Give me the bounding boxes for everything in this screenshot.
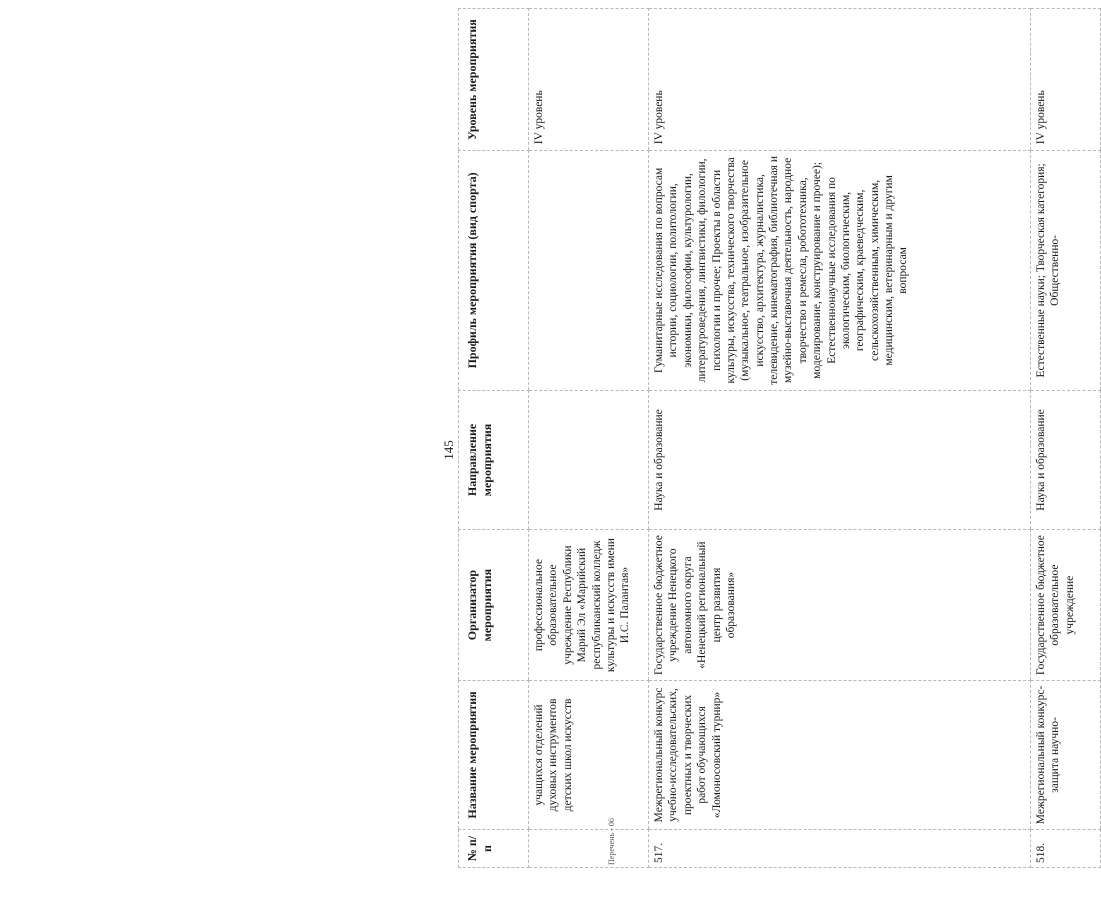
cell-name: учащихся отделений духовых инструментов детских школ искусств [529, 680, 649, 829]
cell-level: IV уровень [649, 9, 1031, 151]
header-num: № п/п [459, 830, 529, 868]
events-table [458, 8, 1101, 868]
cell-num: 517. [649, 830, 1031, 868]
cell-name: Межрегиональный конкурс учебно-исследовательских, проектных и творческих работ обучающихся «Ломоносовский турнир» [649, 680, 1031, 829]
cell-profile [529, 151, 649, 390]
cell-direction [529, 390, 649, 530]
table-row [649, 9, 1031, 868]
header-profile: Профиль мероприятия (вид спорта) [459, 151, 529, 390]
cell-level: IV уровень [1031, 9, 1101, 151]
cell-organizer: Государственное бюджетное образовательное учреждение [1031, 530, 1101, 680]
cell-num: 518. [1031, 830, 1101, 868]
table-row [1031, 9, 1101, 868]
cell-level: IV уровень [529, 9, 649, 151]
cell-profile: Гуманитарные исследования по вопросам истории, социологии, политологии, экономики, философии, культурологии, литературоведения, лингвистики, филологии, психологии и прочее; Проекты в области культуры, искусства, технического творчества (музыкальное, театральное, изобразительное искусство, архитектура, журналистика, телевидение, кинематография, библиотечная и музейно-выставочная деятельность, народное творчество и ремесла, робототехника, моделирование, конструирование и прочее); Естественнонаучные исследования по экологическим, биологическим, географическим, краеведческим, сельскохозяйственным, химическим, медицинским, ветеринарным и другим вопросам [649, 151, 1031, 390]
header-organizer: Организатор мероприятия [459, 530, 529, 680]
header-level: Уровень мероприятия [459, 9, 529, 151]
cell-direction: Наука и образование [649, 390, 1031, 530]
cell-num [529, 830, 649, 868]
cell-direction: Наука и образование [1031, 390, 1101, 530]
page-number: 145 [441, 440, 456, 460]
page-footer: Перечень - 06 [607, 818, 616, 865]
header-name: Название мероприятия [459, 680, 529, 829]
header-direction: Направление мероприятия [459, 390, 529, 530]
cell-organizer: профессиональное образовательное учреждение Республики Марий Эл «Марийский республиканский колледж культуры и искусств имени И.С. Палантая» [529, 530, 649, 680]
table-row [529, 9, 649, 868]
cell-organizer: Государственное бюджетное учреждение Ненецкого автономного округа «Ненецкий региональный центр развития образования» [649, 530, 1031, 680]
table-header-row [459, 9, 529, 868]
cell-profile: Естественные науки; Творческая категория; Общественно- [1031, 151, 1101, 390]
cell-name: Межрегиональный конкурс-защита научно- [1031, 680, 1101, 829]
